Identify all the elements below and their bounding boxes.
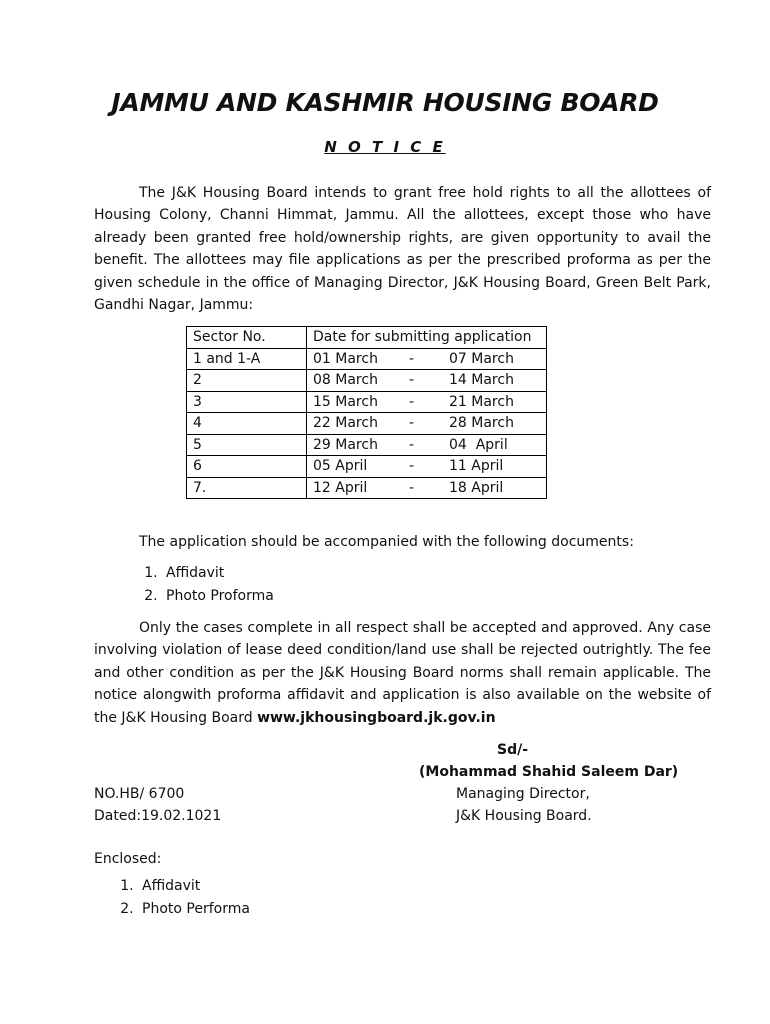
list-item: 1. Affidavit bbox=[138, 875, 250, 898]
table-row bbox=[187, 477, 547, 499]
date-cell bbox=[307, 477, 547, 499]
website-link[interactable]: www.jkhousingboard.jk.gov.in bbox=[257, 709, 496, 726]
date-cell bbox=[307, 434, 547, 456]
date-cell bbox=[307, 456, 547, 478]
date-to: 07 March bbox=[449, 350, 514, 367]
sector-cell: 2 bbox=[187, 370, 307, 392]
list-item: 2. Photo Performa bbox=[138, 898, 250, 921]
date-from: 15 March bbox=[313, 393, 378, 410]
closing-text: Only the cases complete in all respect shall be accepted and approved. Any case involving violation of lease deed condition/land use shall be rejected outrightly. The fee and other condition as per the J&K Housing Board norms shall remain applicable. The notice alongwith proforma affidavit and application is also available on the website of the J&K Housing Board bbox=[94, 620, 711, 726]
closing-paragraph bbox=[94, 617, 711, 729]
reference-number: NO.HB/ 6700 bbox=[94, 786, 185, 802]
date-from: 12 April bbox=[313, 479, 368, 496]
date-cell bbox=[307, 391, 547, 413]
date-from: 05 April bbox=[313, 458, 368, 475]
table-row bbox=[187, 348, 547, 370]
date-cell bbox=[307, 348, 547, 370]
notice-heading: N O T I C E bbox=[324, 138, 446, 156]
schedule-table bbox=[186, 326, 547, 499]
date-to: 14 March bbox=[449, 372, 514, 389]
date-to: 28 March bbox=[449, 415, 514, 432]
table-row bbox=[187, 434, 547, 456]
date-separator: - bbox=[409, 350, 415, 367]
sector-cell: 6 bbox=[187, 456, 307, 478]
sector-cell: 4 bbox=[187, 413, 307, 435]
date-separator: - bbox=[409, 372, 415, 389]
table-row bbox=[187, 456, 547, 478]
date-to: 11 April bbox=[449, 458, 504, 475]
header-sector: Sector No. bbox=[187, 327, 307, 349]
intro-paragraph: The J&K Housing Board intends to grant free hold rights to all the allottees of Housing Colony, Channi Himmat, Jammu. All the allottees, except those who have already been granted free hold/ownership rights, are given opportunity to avail the benefit. The allottees may file applications as per the prescribed proforma as per the given schedule in the office of Managing Director, J&K Housing Board, Green Belt Park, Gandhi Nagar, Jammu: bbox=[94, 185, 711, 314]
sector-cell: 7. bbox=[187, 477, 307, 499]
date-from: 01 March bbox=[313, 350, 378, 367]
signatory-name: (Mohammad Shahid Saleem Dar) bbox=[419, 764, 679, 780]
sector-cell: 5 bbox=[187, 434, 307, 456]
table-row bbox=[187, 370, 547, 392]
reference-date: Dated:19.02.1021 bbox=[94, 808, 222, 824]
date-cell bbox=[307, 370, 547, 392]
table-row bbox=[187, 391, 547, 413]
date-to: 18 April bbox=[449, 479, 504, 496]
date-from: 08 March bbox=[313, 372, 378, 389]
date-from: 22 March bbox=[313, 415, 378, 432]
date-separator: - bbox=[409, 393, 415, 410]
date-separator: - bbox=[409, 458, 415, 475]
header-date: Date for submitting application bbox=[307, 327, 547, 349]
date-separator: - bbox=[409, 479, 415, 496]
enclosed-label: Enclosed: bbox=[94, 851, 162, 867]
documents-list bbox=[140, 562, 274, 607]
documents-intro: The application should be accompanied with the following documents: bbox=[139, 534, 634, 550]
signature-sd: Sd/- bbox=[497, 742, 529, 758]
date-cell bbox=[307, 413, 547, 435]
document-title: JAMMU AND KASHMIR HOUSING BOARD bbox=[111, 88, 659, 117]
date-from: 29 March bbox=[313, 436, 378, 453]
date-to: 04 April bbox=[449, 436, 508, 453]
signatory-organization: J&K Housing Board. bbox=[456, 808, 592, 824]
date-separator: - bbox=[409, 436, 415, 453]
list-item: 2. Photo Proforma bbox=[162, 585, 274, 608]
sector-cell: 3 bbox=[187, 391, 307, 413]
sector-cell: 1 and 1-A bbox=[187, 348, 307, 370]
list-item: 1. Affidavit bbox=[162, 562, 274, 585]
signatory-designation: Managing Director, bbox=[456, 786, 590, 802]
schedule-header-row bbox=[187, 327, 547, 349]
table-row bbox=[187, 413, 547, 435]
date-to: 21 March bbox=[449, 393, 514, 410]
enclosures-list bbox=[116, 875, 250, 920]
date-separator: - bbox=[409, 415, 415, 432]
